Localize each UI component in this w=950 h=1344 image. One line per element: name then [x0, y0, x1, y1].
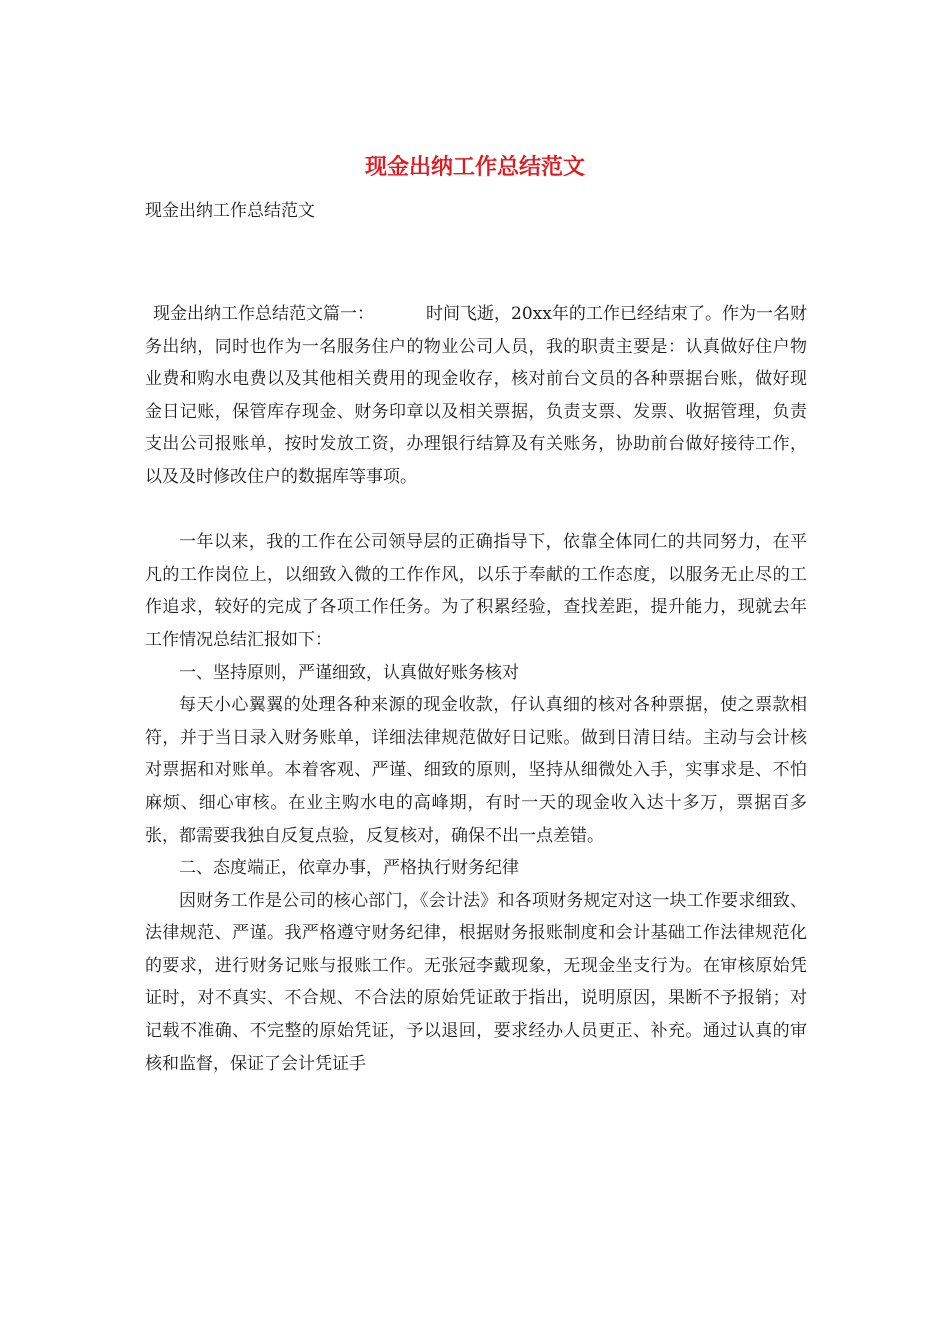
document-body — [145, 298, 807, 1080]
paragraph-intro-body: 时间飞逝，20xx年的工作已经结束了。作为一名财务出纳，同时也作为一名服务住户的物业公司人员，我的职责主要是：认真做好住户物业费和购水电费以及其他相关费用的现金收存，核对前台文员的各种票据台账，做好现金日记账，保管库存现金、财务印章以及相关票据，负责支票、发票、收据管理，负责支出公司报账单，按时发放工资，办理银行结算及有关账务，协助前台做好接待工作，以及及时修改住户的数据库等事项。 — [145, 304, 807, 487]
paragraph-intro-lead: 现金出纳工作总结范文篇一： — [153, 304, 374, 324]
document-subtitle: 现金出纳工作总结范文 — [145, 201, 315, 221]
paragraph-section-2: 因财务工作是公司的核心部门，《会计法》和各项财务规定对这一块工作要求细致、法律规范、严谨。我严格遵守财务纪律，根据财务报账制度和会计基础工作法律规范化的要求，进行财务记账与报账工作。无张冠李戴现象，无现金坐支行为。在审核原始凭证时，对不真实、不合规、不合法的原始凭证敢于指出，说明原因，果断不予报销；对记载不准确、不完整的原始凭证，予以退回，要求经办人员更正、补充。通过认真的审核和监督，保证了会计凭证手 — [145, 890, 807, 1074]
paragraph-spacer — [145, 494, 807, 527]
document-title: 现金出纳工作总结范文 — [364, 155, 585, 180]
section-heading-1: 一、坚持原则，严谨细致，认真做好账务核对 — [179, 662, 519, 683]
section-heading-2: 二、态度端正，依章办事，严格执行财务纪律 — [179, 858, 519, 879]
paragraph-overview: 一年以来，我的工作在公司领导层的正确指导下，依靠全体同仁的共同努力，在平凡的工作岗位上，以细致入微的工作作风，以乐于奉献的工作态度，以服务无止尽的工作追求，较好的完成了各项工作任务。为了积累经验，查找差距，提升能力，现就去年工作情况总结汇报如下： — [145, 532, 807, 650]
paragraph-intro — [145, 298, 807, 494]
paragraph-section-1: 每天小心翼翼的处理各种来源的现金收款，仔认真细的核对各种票据，使之票款相符，并于当日录入财务账单，详细法律规范做好日记账。做到日清日结。主动与会计核对票据和对账单。本着客观、严谨、细致的原则，坚持从细微处入手，实事求是、不怕麻烦、细心审核。在业主购水电的高峰期，有时一天的现金收入达十多万，票据百多张，都需要我独自反复点验，反复核对，确保不出一点差错。 — [145, 695, 807, 846]
